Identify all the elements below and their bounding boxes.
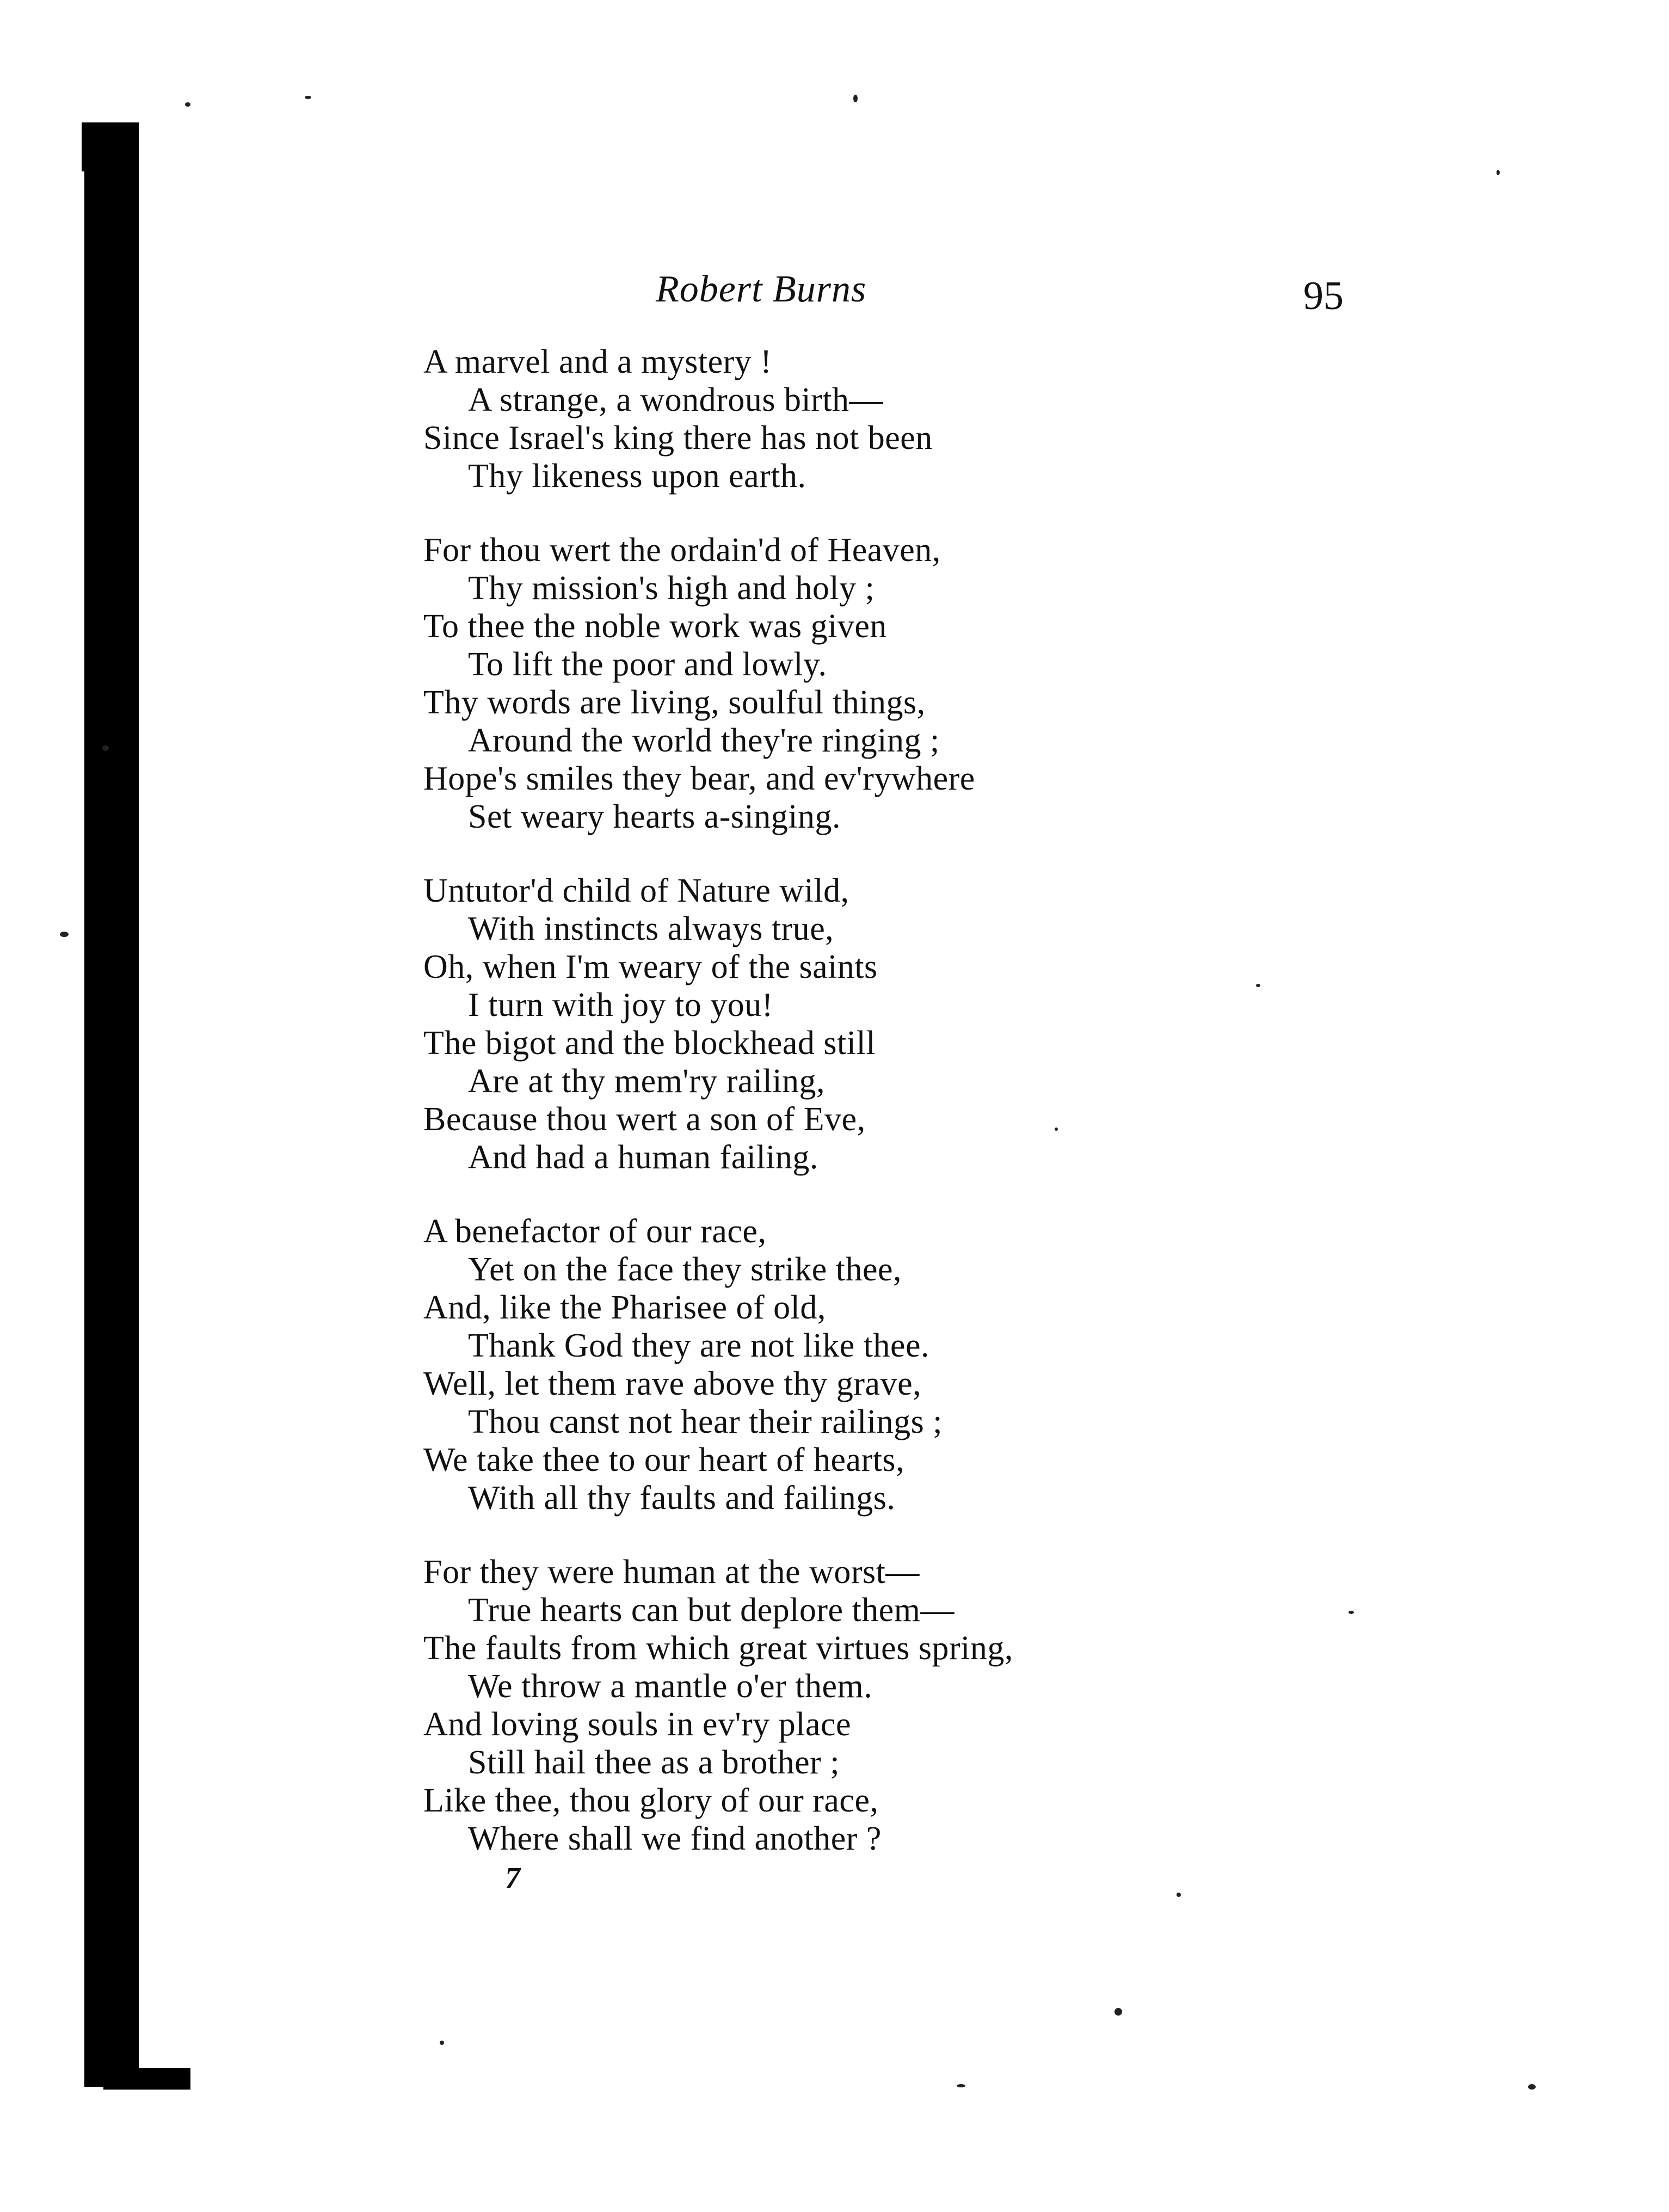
poem-line: Like thee, thou glory of our race, (423, 1782, 879, 1819)
running-head: Robert Burns (656, 268, 867, 310)
poem-line: Because thou wert a son of Eve, (423, 1101, 866, 1138)
poem-line: And, like the Pharisee of old, (423, 1289, 826, 1326)
signature-mark: 7 (505, 1862, 520, 1895)
scan-speck (853, 95, 858, 102)
poem-line: A strange, a wondrous birth— (468, 381, 884, 418)
poem-line: Thou canst not hear their railings ; (468, 1403, 943, 1440)
stanza (423, 343, 1240, 495)
poem-line: The bigot and the blockhead still (423, 1025, 876, 1062)
poem-line: Are at thy mem'ry railing, (468, 1063, 826, 1100)
scan-speck (185, 102, 190, 107)
page-number: 95 (1303, 274, 1344, 318)
poem-line: To lift the poor and lowly. (468, 646, 827, 683)
poem-line: Thy likeness upon earth. (468, 458, 806, 495)
poem-line: And had a human failing. (468, 1139, 818, 1176)
poem-line: Thy mission's high and holy ; (468, 570, 875, 607)
poem-line: A benefactor of our race, (423, 1213, 767, 1250)
poem-line: With instincts always true, (468, 910, 834, 947)
poem-line: For thou wert the ordain'd of Heaven, (423, 532, 941, 569)
poem-line: A marvel and a mystery ! (423, 343, 772, 380)
poem-line: With all thy faults and failings. (468, 1480, 896, 1517)
scan-speck (1348, 1611, 1354, 1614)
scan-speck (102, 745, 109, 751)
scan-speck (1256, 984, 1260, 987)
poem-line: Yet on the face they strike thee, (468, 1251, 902, 1288)
page-header (0, 261, 1669, 326)
binding-shadow-top (82, 122, 93, 171)
poem-line: Thank God they are not like thee. (468, 1327, 930, 1364)
poem-line: Set weary hearts a-singing. (468, 798, 841, 835)
poem-line: To thee the noble work was given (423, 608, 887, 645)
stanza (423, 531, 1240, 836)
stanza (423, 872, 1240, 1176)
poem-line: We take thee to our heart of hearts, (423, 1441, 905, 1478)
poem-line: Well, let them rave above thy grave, (423, 1365, 922, 1402)
poem-body (423, 343, 1240, 1894)
poem-line: Thy words are living, soulful things, (423, 684, 926, 721)
poem-line: Still hail thee as a brother ; (468, 1744, 840, 1781)
poem-line: I turn with joy to you! (468, 987, 773, 1024)
stanza (423, 1212, 1240, 1517)
scan-speck (1114, 2008, 1122, 2016)
scan-speck (957, 2084, 965, 2087)
poem-line: Where shall we find another ? (468, 1820, 882, 1857)
poem-line: We throw a mantle o'er them. (468, 1668, 873, 1705)
scan-speck (305, 96, 311, 99)
poem-line: Hope's smiles they bear, and ev'rywhere (423, 760, 975, 797)
scan-speck (1496, 170, 1500, 175)
poem-line: Oh, when I'm weary of the saints (423, 948, 878, 985)
poem-line: Around the world they're ringing ; (468, 722, 940, 759)
binding-shadow-bottom (103, 2068, 190, 2090)
poem-line: The faults from which great virtues spring, (423, 1630, 1013, 1667)
stanza (423, 1553, 1240, 1858)
binding-shadow (84, 122, 139, 2087)
poem-line: For they were human at the worst— (423, 1554, 920, 1591)
poem-line: Since Israel's king there has not been (423, 420, 933, 457)
poem-line: And loving souls in ev'ry place (423, 1706, 852, 1743)
poem-line: Untutor'd child of Nature wild, (423, 872, 849, 909)
scan-speck (60, 932, 69, 937)
scan-speck (1528, 2084, 1536, 2090)
poem-line: True hearts can but deplore them— (468, 1592, 955, 1629)
scan-speck (440, 2041, 444, 2045)
